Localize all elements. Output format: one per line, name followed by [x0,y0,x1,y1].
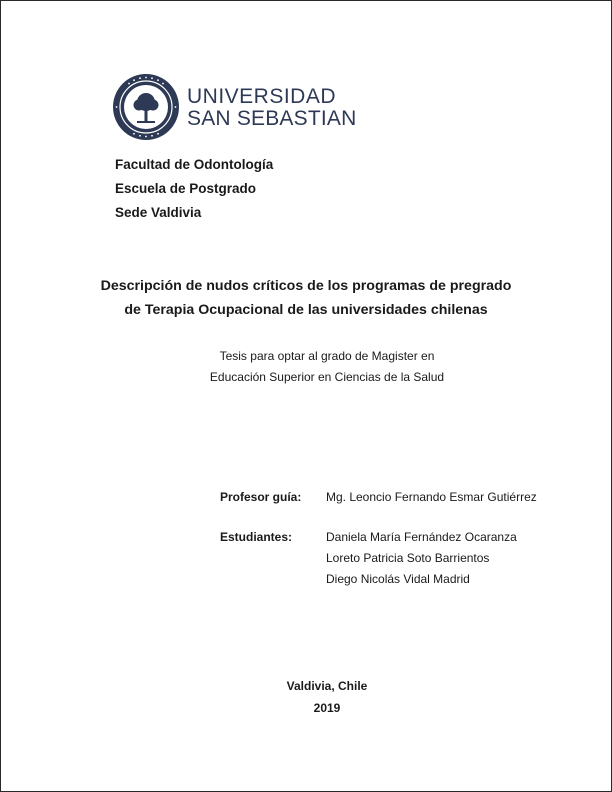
university-seal-icon [111,72,181,142]
student-name: Loreto Patricia Soto Barrientos [326,551,490,565]
people-block [220,488,537,590]
students-label: Estudiantes: [220,530,293,544]
students-row [220,527,537,590]
campus-name: Sede Valdivia [115,205,202,220]
institution-block [115,153,273,225]
thesis-subtitle [1,346,612,388]
university-name-line1: UNIVERSIDAD [187,84,337,108]
advisor-row [220,488,537,506]
footer [1,675,612,719]
thesis-title [1,274,611,322]
thesis-title-line2: de Terapia Ocupacional de las universidades chilenas [124,302,488,318]
students-list [326,527,517,590]
year: 2019 [313,701,341,715]
university-name-line2: SAN SEBASTIAN [187,106,357,130]
thesis-title-line1: Descripción de nudos críticos de los programas de pregrado [100,278,512,294]
thesis-subtitle-line2: Educación Superior en Ciencias de la Salud [209,370,445,384]
advisor-name: Mg. Leoncio Fernando Esmar Gutiérrez [326,490,537,504]
advisor-label: Profesor guía: [220,490,302,504]
faculty-name: Facultad de Odontología [115,157,274,172]
school-name: Escuela de Postgrado [115,181,257,196]
student-name: Daniela María Fernández Ocaranza [326,530,517,544]
place: Valdivia, Chile [286,679,368,693]
thesis-subtitle-line1: Tesis para optar al grado de Magister en [219,349,435,363]
university-name [187,86,356,129]
university-logo [111,72,356,142]
student-name: Diego Nicolás Vidal Madrid [326,572,470,586]
